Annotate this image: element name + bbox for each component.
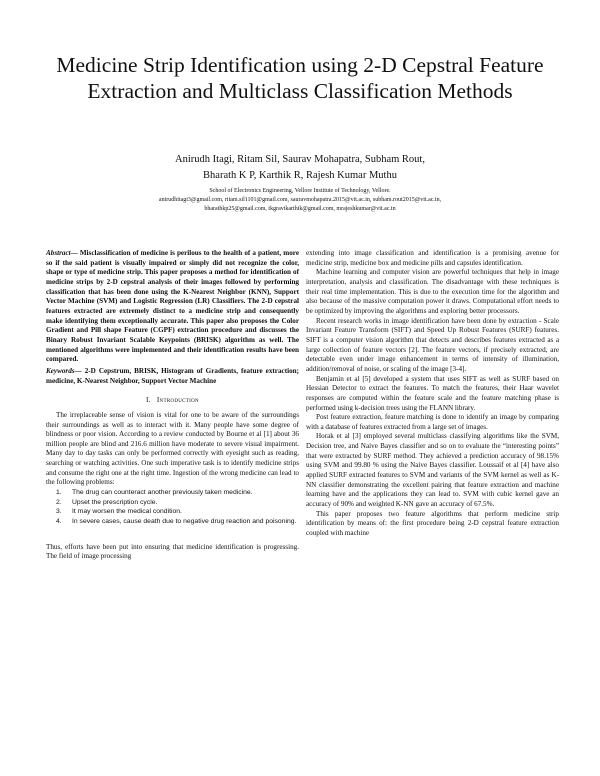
- list-item-number: 4.: [56, 518, 62, 526]
- right-paragraph-6: Horak et al [3] employed several multiclass classifying algorithms like the SVM, Decision tree, and Naive Bayes classifier and so on to evaluate the “interesting points” that were extracted by SURF method. They achieved a prediction accuracy of 98.15% using SVM and 99.80 % using the Naive Bayes classifier. Loussaif et al [4] have also applied SURF extracted features to SVM and variants of the SVM kernel as well as K-NN classifier demonstrating the excellent pairing that feature extraction and machine learning have and the applications they can lead to. SVM with cubic kernel gave an accuracy of 90% and weighted K-NN gave an accuracy of 67.5%.: [306, 432, 559, 509]
- intro-paragraph-2: Thus, efforts have been put into ensuring that medicine identification is progressing. The field of image processing: [46, 542, 299, 561]
- list-item-number: 2.: [56, 498, 62, 506]
- paper-title: Medicine Strip Identification using 2-D Cepstral Feature Extraction and Multiclass Classification Methods: [56, 53, 544, 103]
- spacer: [46, 527, 299, 543]
- affiliation-block: [50, 187, 550, 213]
- keywords: [46, 367, 299, 386]
- section-heading-introduction: [46, 396, 299, 406]
- list-item: [46, 507, 299, 517]
- list-item-text: It may worsen the medical condition.: [72, 508, 182, 516]
- list-item-text: The drug can counteract another previously taken medicine.: [72, 489, 253, 497]
- affiliation: School of Electronics Engineering, Vellore Institute of Technology, Vellore.: [209, 188, 391, 194]
- abstract-label: Abstract—: [46, 249, 78, 257]
- section-number: I.: [146, 396, 151, 405]
- right-paragraph-1: extending into image classification and identification is a promising avenue for medicine strip, medicine box and medicine pills and capsules identification.: [306, 249, 559, 267]
- left-column: [46, 249, 299, 562]
- list-item-number: 1.: [56, 489, 62, 497]
- list-item-number: 3.: [56, 508, 62, 516]
- right-paragraph-3: Recent research works in image identification have been done by extraction - Scale Invariant Feature Transform (SIFT) and Speed Up Robust Features (SURF) features. SIFT is a computer vision algorithm that detects and describes features extracted as a large collection of feature vectors [2]. The feature vectors, if precisely extracted, are detectable even under image enhancement in terms of intensity of illumination, addition/removal of noise, or scaling of the image [3-4].: [306, 316, 559, 373]
- emails-line-1: anirudhitagi3@gmail.com, ritam.sil1101@gmail.com, sauravmohapatra.2015@vit.ac.in, subham.rout2015@vit.ac.in,: [158, 196, 442, 203]
- abstract: [46, 249, 299, 365]
- authors-line-2: Bharath K P, Karthik R, Rajesh Kumar Muthu: [203, 170, 397, 181]
- list-item-text: Upset the prescription cycle.: [72, 498, 158, 506]
- authors-line-1: Anirudh Itagi, Ritam Sil, Saurav Mohapatra, Subham Rout,: [175, 154, 425, 165]
- list-item: [46, 498, 299, 508]
- list-item: [46, 517, 299, 527]
- problem-list: [46, 488, 299, 527]
- list-item-text: In severe cases, cause death due to negative drug reaction and poisoning.: [72, 518, 297, 526]
- emails-line-2: bharathkp25@gmail.com, tkgravikarthik@gmail.com, mrajeshkumar@vit.ac.in: [204, 205, 396, 212]
- keywords-text: 2-D Cepstrum, BRISK, Histogram of Gradients, feature extraction; medicine, K-Nearest Neighbor, Support Vector Machine: [46, 366, 299, 385]
- abstract-text: Misclassification of medicine is perilous to the health of a patient, more so if the said patient is visually impaired or simply did not recognize the color, shape or type of medicine strip. This paper proposes a method for identification of medicine strips by 2-D cepstral analysis of their images followed by performing classification that has been done using the K-Nearest Neighbor (KNN), Support Vector Machine (SVM) and Logistic Regression (LR) Classifiers. The 2-D cepstral features extracted are extremely distinct to a medicine strip and consequently make identifying them exceptionally accurate. This paper also proposes the Color Gradient and Pill shape Feature (CGPF) extraction procedure and discusses the Binary Robust Invariant Scalable Keypoints (BRISK) algorithm as well. The mentioned algorithms were implemented and their identification results have been compared.: [46, 249, 299, 364]
- section-title: Introduction: [156, 396, 199, 405]
- keywords-label: Keywords—: [46, 366, 82, 375]
- right-paragraph-2: Machine learning and computer vision are powerful techniques that help in image interpretation, analysis and classification. The disadvantage with these techniques is their real time implementation. This is due to the execution time for the algorithm and also because of the massive computation power it draws. Computational effort needs to be optimized by improving the algorithms and exploring better processors.: [306, 268, 559, 315]
- right-paragraph-7: This paper proposes two feature algorithms that perform medicine strip identification by means of: the first procedure being 2-D cepstral feature extraction coupled with machine: [306, 509, 559, 538]
- intro-paragraph-1: The irreplaceable sense of vision is vital for one to be aware of the surroundings their surroundings as well as to interact with it. Many people have some degree of blindness or poor vision. According to a review conducted by Bourne et al [1] about 36 million people are blind and 216.6 million have moderate to severe visual impairment. Many day to day tasks can only be performed correctly with eyesight such as reading, searching or watching activities. One such imperative task is to identify medicine strips and consume the right one at the right time. Ingestion of the wrong medicine can lead to the following problems:: [46, 410, 299, 487]
- list-item: [46, 488, 299, 498]
- author-list: [60, 152, 540, 184]
- right-paragraph-4: Benjamin et al [5] developed a system that uses SIFT as well as SURF based on Hessian Detector to extract the features. To match the features, their Haar wavelet responses are computed within the feature scale and the feature matching phase is performed using k-decision trees using the FLANN library.: [306, 374, 559, 412]
- right-column: [306, 249, 559, 539]
- right-paragraph-5: Post feature extraction, feature matching is done to identify an image by comparing with a database of features extracted from a large set of images.: [306, 413, 559, 431]
